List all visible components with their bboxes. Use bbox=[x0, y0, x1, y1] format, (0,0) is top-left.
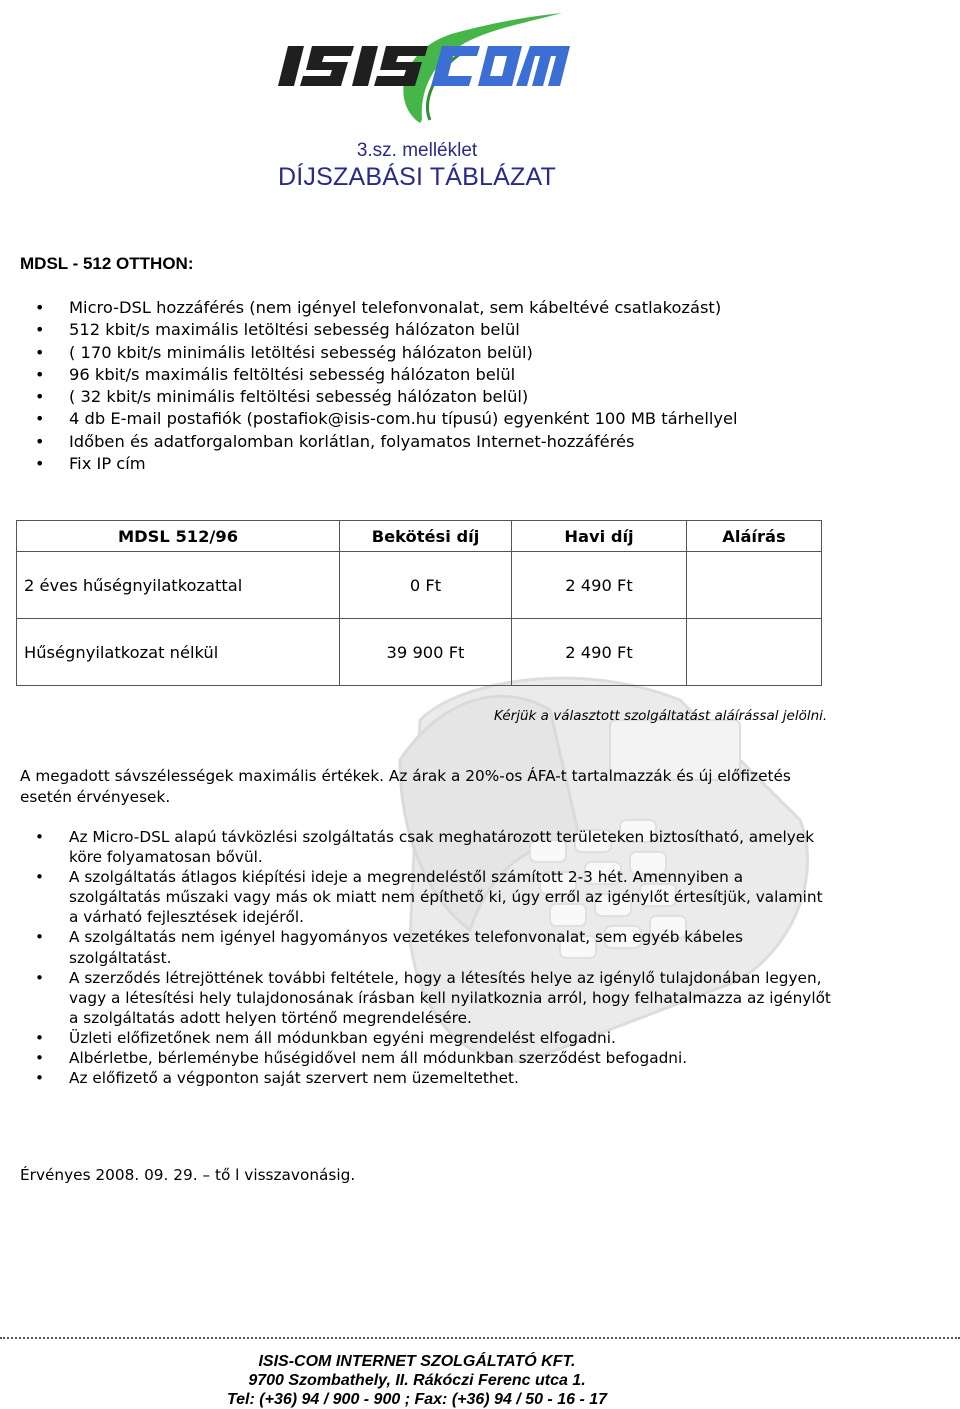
list-item: • Üzleti előfizetőnek nem áll módunkban egyéni megrendelést elfogadni. bbox=[0, 1028, 835, 1048]
list-item: • Időben és adatforgalomban korlátlan, folyamatos Internet-hozzáférés bbox=[0, 431, 738, 453]
footer-divider bbox=[0, 1337, 960, 1339]
list-item: • 4 db E-mail postafiók (postafiok@isis-com.hu típusú) egyenként 100 MB tárhellyel bbox=[0, 408, 738, 430]
validity-text: Érvényes 2008. 09. 29. – tő l visszavonásig. bbox=[20, 1166, 356, 1184]
table-cell: 2 490 Ft bbox=[512, 619, 687, 686]
terms-list bbox=[0, 827, 835, 1088]
table-header-row bbox=[17, 521, 822, 552]
isiscom-logo bbox=[270, 8, 570, 130]
table-row bbox=[17, 619, 822, 686]
signature-cell[interactable] bbox=[687, 619, 822, 686]
table-cell: 0 Ft bbox=[340, 552, 512, 619]
annex-label: 3.sz. melléklet bbox=[356, 140, 478, 161]
price-table bbox=[16, 520, 822, 686]
list-item: • A szolgáltatás átlagos kiépítési ideje a megrendeléstől számított 2-3 hét. Amennyiben a szolgáltatás műszaki vagy más ok miatt nem építhető ki, úgy erről az igénylőt értesítjük, valamint a várható fejlesztések idejéről. bbox=[0, 867, 835, 927]
list-item: • 512 kbit/s maximális letöltési sebesség hálózaton belül bbox=[0, 319, 738, 341]
feature-list bbox=[0, 297, 738, 475]
column-header: Bekötési díj bbox=[340, 521, 512, 552]
list-item: • A szerződés létrejöttének további feltétele, hogy a létesítés helye az igénylő tulajdonában legyen, vagy a létesítési hely tulajdonosának írásban kell nyilatkoznia arról, hogy felhatalmazza az igénylőt a szolgáltatás adott helyen történő megrendelésére. bbox=[0, 968, 835, 1028]
table-row bbox=[17, 552, 822, 619]
package-title: MDSL - 512 OTTHON: bbox=[20, 254, 194, 273]
page-title: DÍJSZABÁSI TÁBLÁZAT bbox=[278, 163, 556, 191]
list-item: • Az Micro-DSL alapú távközlési szolgáltatás csak meghatározott területeken biztosítható, amelyek köre folyamatosan bővül. bbox=[0, 827, 835, 867]
column-header: Aláírás bbox=[687, 521, 822, 552]
list-item: • 96 kbit/s maximális feltöltési sebesség hálózaton belül bbox=[0, 364, 738, 386]
footer-contact: Tel: (+36) 94 / 900 - 900 ; Fax: (+36) 94 / 50 - 16 - 17 bbox=[226, 1391, 608, 1408]
signature-cell[interactable] bbox=[687, 552, 822, 619]
footer-company: ISIS-COM INTERNET SZOLGÁLTATÓ KFT. bbox=[258, 1353, 576, 1370]
info-paragraph: A megadott sávszélességek maximális értékek. Az árak a 20%-os ÁFA-t tartalmazzák és új előfizetés esetén érvényesek. bbox=[20, 767, 791, 806]
signature-note: Kérjük a választott szolgáltatást aláírással jelölni. bbox=[494, 708, 828, 724]
list-item: • Albérletbe, bérleménybe hűségidővel nem áll módunkban szerződést befogadni. bbox=[0, 1048, 835, 1068]
list-item: • A szolgáltatás nem igényel hagyományos vezetékes telefonvonalat, sem egyéb kábeles szolgáltatást. bbox=[0, 927, 835, 967]
table-cell: 2 490 Ft bbox=[512, 552, 687, 619]
table-cell: Hűségnyilatkozat nélkül bbox=[17, 619, 340, 686]
footer-address: 9700 Szombathely, II. Rákóczi Ferenc utca 1. bbox=[248, 1372, 586, 1389]
table-cell: 2 éves hűségnyilatkozattal bbox=[17, 552, 340, 619]
table-cell: 39 900 Ft bbox=[340, 619, 512, 686]
list-item: • ( 170 kbit/s minimális letöltési sebesség hálózaton belül) bbox=[0, 342, 738, 364]
list-item: • Micro-DSL hozzáférés (nem igényel telefonvonalat, sem kábeltévé csatlakozást) bbox=[0, 297, 738, 319]
column-header: MDSL 512/96 bbox=[17, 521, 340, 552]
list-item: • ( 32 kbit/s minimális feltöltési sebesség hálózaton belül) bbox=[0, 386, 738, 408]
list-item: • Az előfizető a végponton saját szervert nem üzemeltethet. bbox=[0, 1068, 835, 1088]
list-item: • Fix IP cím bbox=[0, 453, 738, 475]
column-header: Havi díj bbox=[512, 521, 687, 552]
